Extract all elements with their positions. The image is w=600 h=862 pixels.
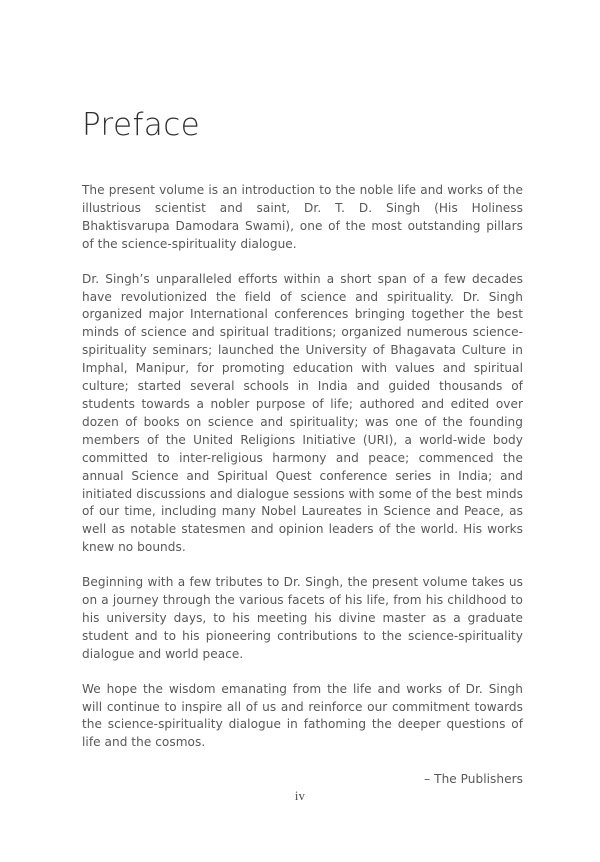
paragraph: Beginning with a few tributes to Dr. Singh, the present volume takes us on a journey through the various facets of his life, from his childhood to his university days, to his meeting his divine master as a graduate student and to his pioneering contributions to the science-spirituality dialogue and world peace. [82, 575, 523, 661]
preface-body [82, 182, 523, 789]
signature-line: – The Publishers [424, 772, 523, 787]
page-title: Preface [82, 107, 201, 143]
paragraph: Dr. Singh’s unparalleled efforts within a short span of a few decades have revolutionized the field of science and spirituality. Dr. Singh organized major International conferences bringing together the best minds of science and spiritual traditions; organized numerous science-spirituality seminars; launched the University of Bhagavata Culture in Imphal, Manipur, for promoting education with values and spiritual culture; started several schools in India and guided thousands of students towards a nobler purpose of life; authored and edited over dozen of books on science and spirituality; was one of the founding members of the United Religions Initiative (URI), a world-wide body committed to inter-religious harmony and peace; commenced the annual Science and Spiritual Quest conference series in India; and initiated discussions and dialogue sessions with some of the best minds of our time, including many Nobel Laureates in Science and Peace, as well as notable statesmen and opinion leaders of the world. His works knew no bounds. [82, 271, 523, 555]
page-content [82, 0, 523, 789]
paragraph: The present volume is an introduction to the noble life and works of the illustrious scientist and saint, Dr. T. D. Singh (His Holiness Bhaktisvarupa Damodara Swami), one of the most outstanding pillars of the science-spirituality dialogue. [82, 183, 523, 251]
paragraph: We hope the wisdom emanating from the life and works of Dr. Singh will continue to inspire all of us and reinforce our commitment towards the science-spirituality dialogue in fathoming the deeper questions of life and the cosmos. [82, 681, 523, 750]
page-number: iv [294, 789, 306, 803]
